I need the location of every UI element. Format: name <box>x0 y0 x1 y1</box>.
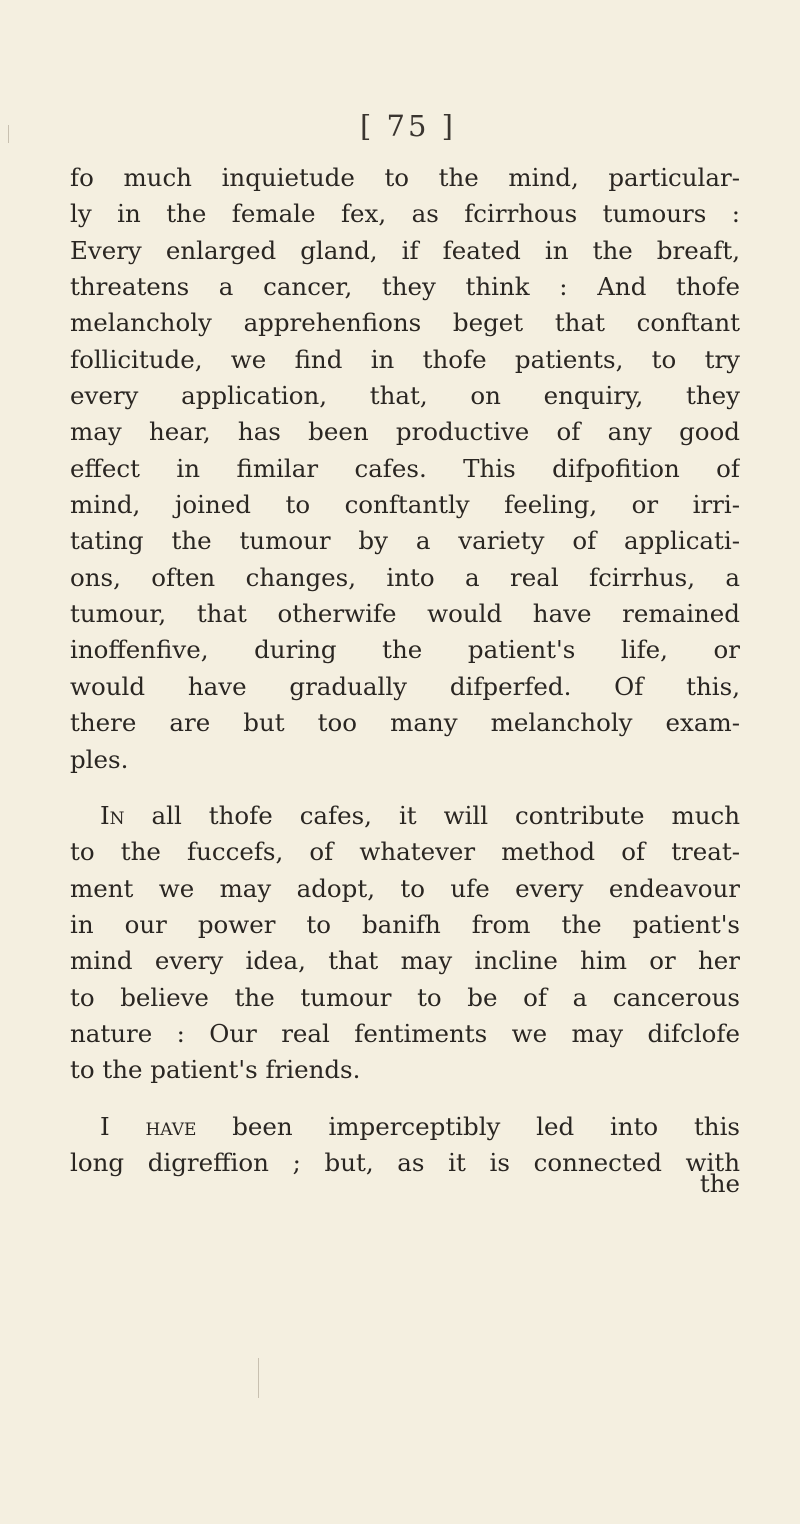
text-line: would have gradually difperfed. Of this, <box>70 671 740 701</box>
page-mark <box>8 125 9 143</box>
text-line: to believe the tumour to be of a cancerous <box>70 982 740 1012</box>
text-line: tumour, that otherwife would have remained <box>70 599 740 629</box>
text-line: ment we may adopt, to ufe every endeavour <box>70 873 740 903</box>
paragraph <box>70 160 740 778</box>
text-line: ons, often changes, into a real fcirrhus, a <box>70 562 740 592</box>
text-line-rest: been imperceptibly led into this <box>196 1111 740 1141</box>
catchword: the <box>699 1169 740 1198</box>
text-line: ples. <box>70 744 129 774</box>
text-line: follicitude, we find in thofe patients, to try <box>70 344 740 374</box>
text-line: ly in the female fex, as fcirrhous tumours : <box>70 199 740 229</box>
text-line: nature : Our real fentiments we may difclofe <box>70 1018 740 1048</box>
paragraph <box>70 798 740 1089</box>
paragraph-lead: I have <box>100 1111 197 1141</box>
text-line: Every enlarged gland, if feated in the breaft, <box>70 235 740 265</box>
paragraph-lead: In <box>100 800 125 830</box>
text-line: every application, that, on enquiry, they <box>70 381 740 411</box>
text-line <box>70 798 740 834</box>
text-line-rest: all thofe cafes, it will contribute much <box>124 800 740 830</box>
text-line: tating the tumour by a variety of applicati- <box>70 526 740 556</box>
text-line: fo much inquietude to the mind, particular- <box>70 163 740 192</box>
text-line: inoffenfive, during the patient's life, or <box>70 635 740 665</box>
body-text <box>70 160 740 1181</box>
text-line <box>70 1109 740 1145</box>
text-line: may hear, has been productive of any good <box>70 417 740 447</box>
text-line: there are but too many melancholy exam- <box>70 708 740 738</box>
text-line: long digreffion ; but, as it is connected with <box>70 1147 740 1177</box>
text-line: melancholy apprehenfions beget that conftant <box>70 308 740 338</box>
page-mark <box>258 1358 259 1398</box>
text-line: effect in fimilar cafes. This difpofition of <box>70 453 740 483</box>
text-line: threatens a cancer, they think : And thofe <box>70 272 740 302</box>
text-line: to the patient's friends. <box>70 1055 361 1085</box>
text-line: mind, joined to conftantly feeling, or irri- <box>70 490 740 520</box>
text-line: to the fuccefs, of whatever method of treat- <box>70 837 740 867</box>
page-number: [ 75 ] <box>360 109 456 143</box>
text-line: mind every idea, that may incline him or her <box>70 946 740 976</box>
text-line: in our power to banifh from the patient's <box>70 909 740 939</box>
